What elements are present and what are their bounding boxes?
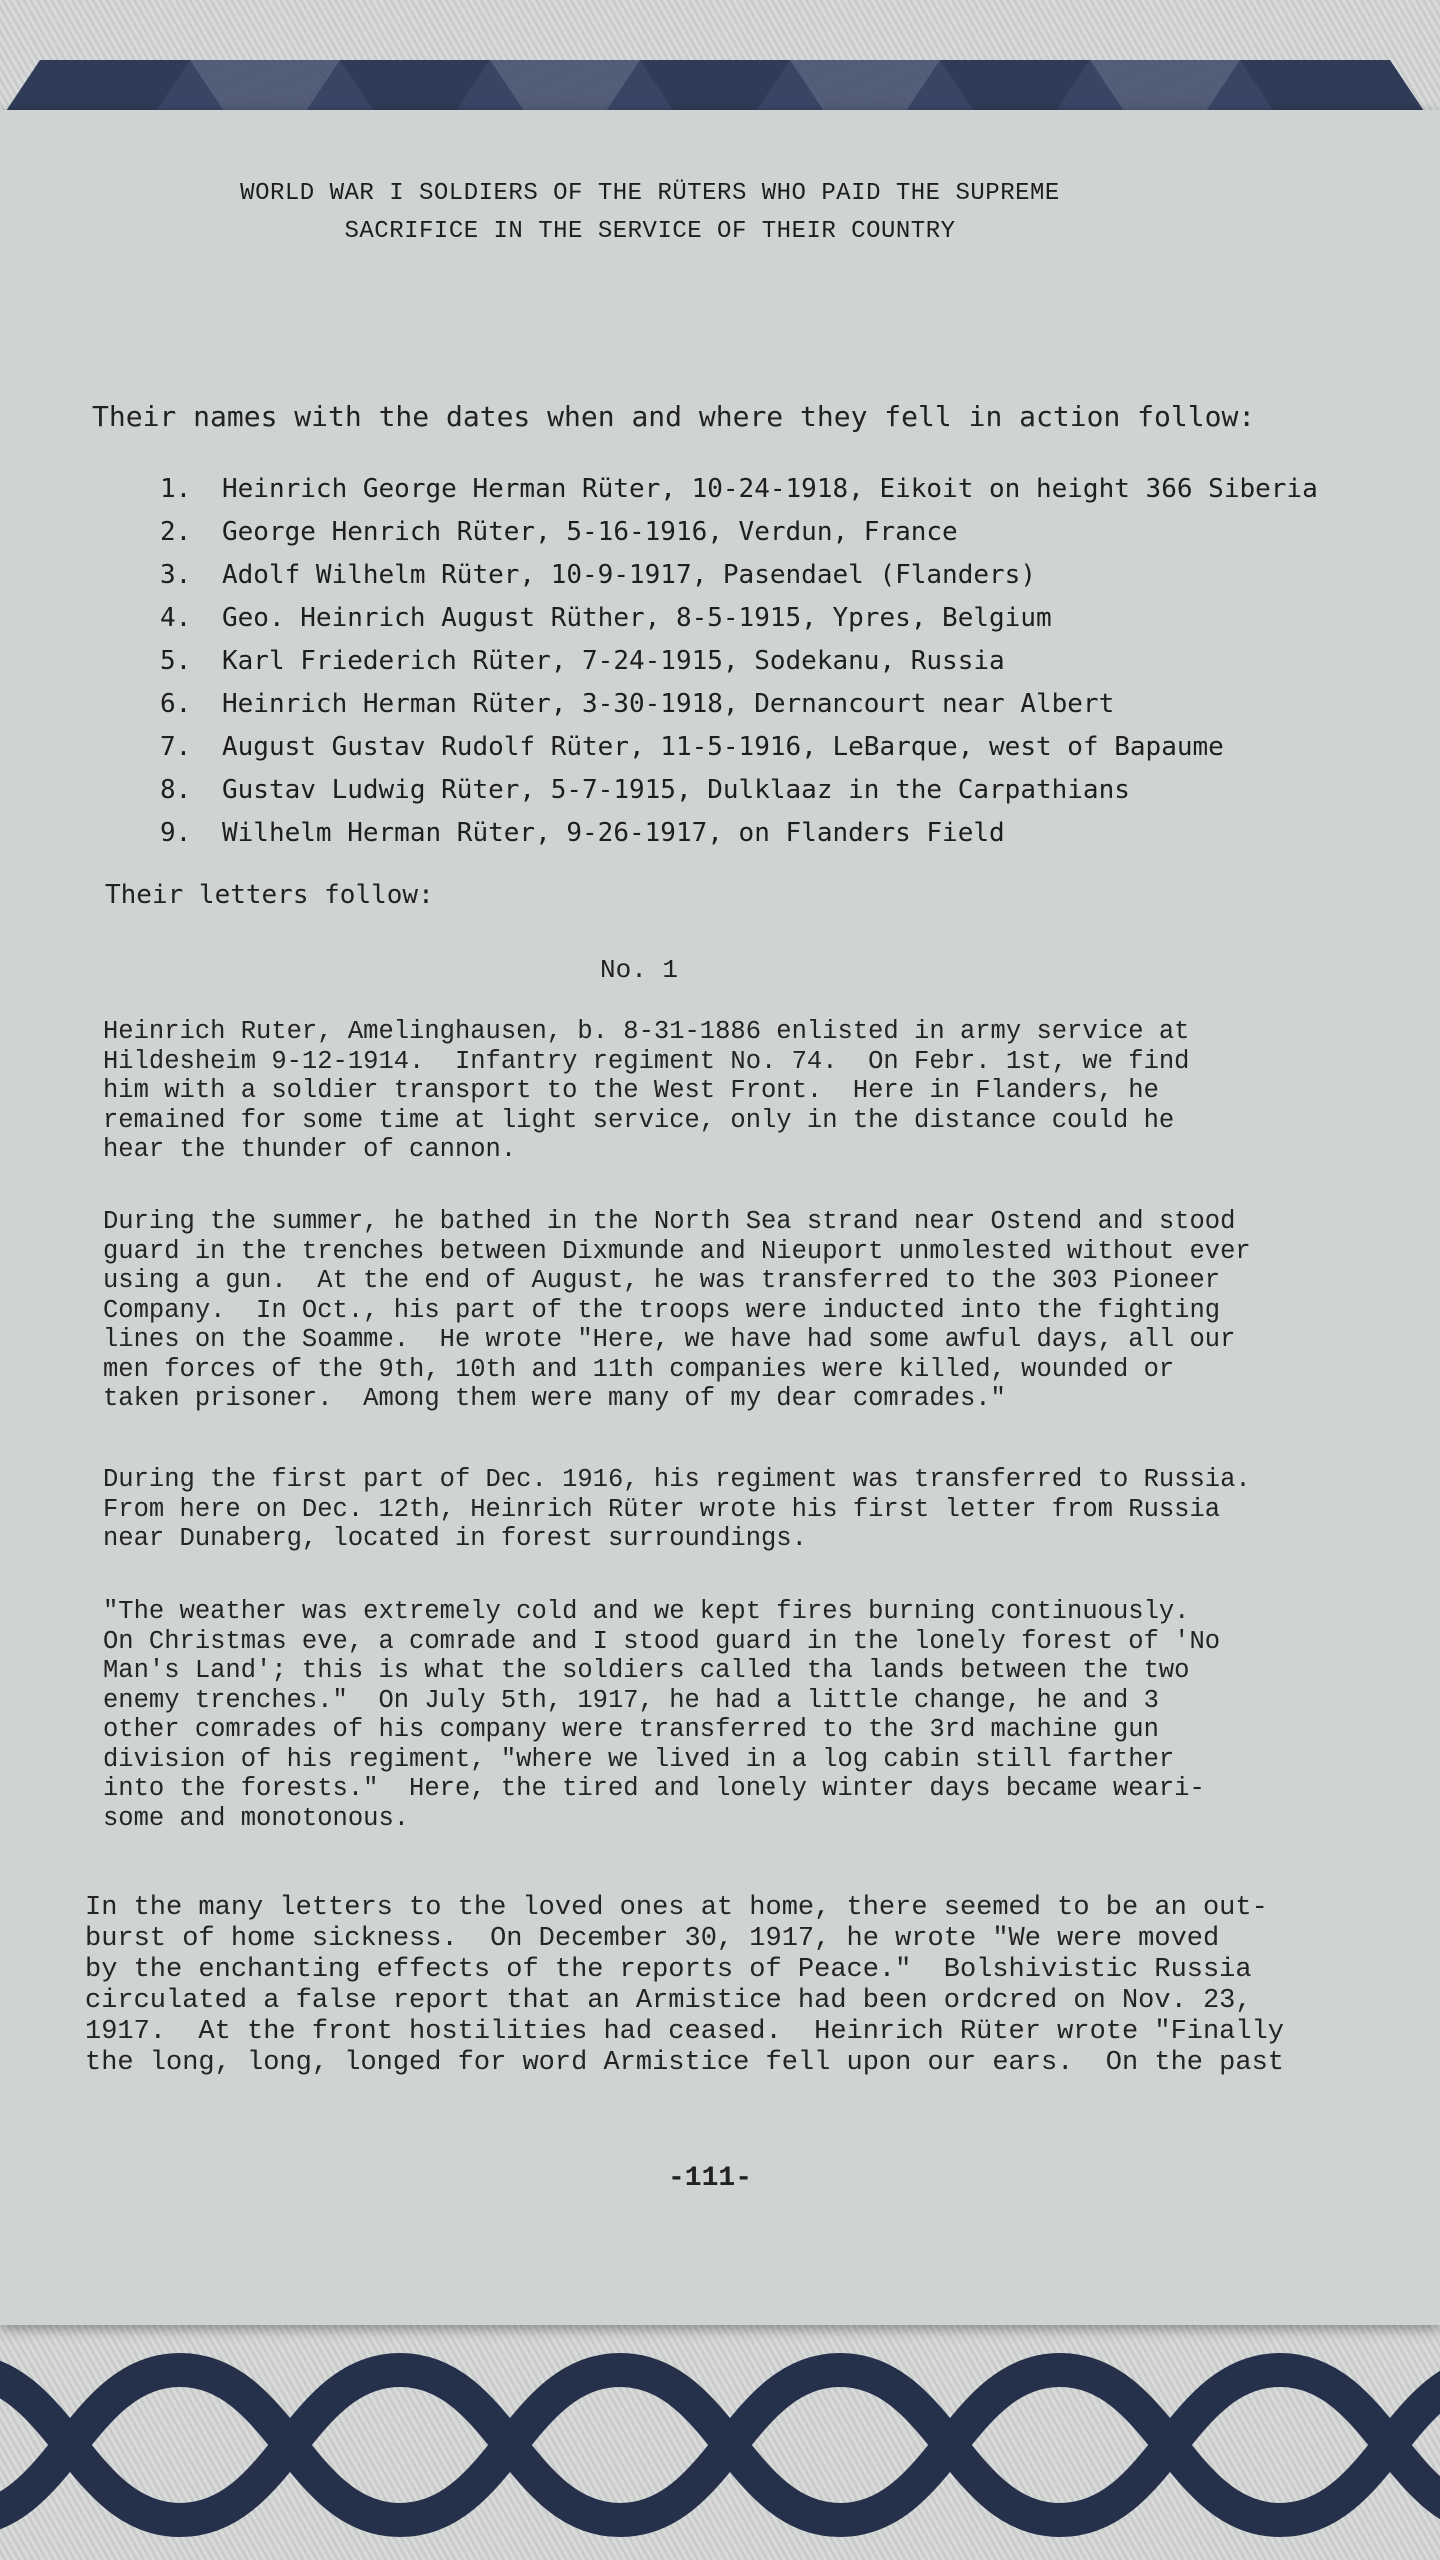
list-item-number: 8. [160,775,192,805]
list-item-number: 4. [160,603,192,633]
paragraph-1: Heinrich Ruter, Amelinghausen, b. 8-31-1886 enlisted in army service at Hildesheim 9-12-1914. Infantry regiment No. 74. On Febr. 1st, we find him with a soldier transport to the West Front. Here in Flanders, he remained for some time at light service, only in the distance could he hear the thunder of cannon. [103,1017,1190,1164]
list-item-text: Heinrich Herman Rüter, 3-30-1918, Dernancourt near Albert [222,689,1115,719]
list-item-text: Geo. Heinrich August Rüther, 8-5-1915, Ypres, Belgium [222,603,1052,633]
paragraph-5: In the many letters to the loved ones at home, there seemed to be an out- burst of home sickness. On December 30, 1917, he wrote "We were moved by the enchanting effects of the reports of Peace." Bolshivistic Russia circulated a false report that an Armistice had been ordcred on Nov. 23, 1917. At the front hostilities had ceased. Heinrich Rüter wrote "Finally the long, long, longed for word Armistice fell upon our ears. On the past [85,1893,1284,2078]
letters-follow-text: Their letters follow: [105,880,434,910]
paragraph-3: During the first part of Dec. 1916, his regiment was transferred to Russia. From here on Dec. 12th, Heinrich Rüter wrote his first letter from Russia near Dunaberg, located in forest surroundings. [103,1465,1251,1553]
paragraph-2: During the summer, he bathed in the North Sea strand near Ostend and stood guard in the trenches between Dixmunde and Nieuport unmolested without ever using a gun. At the end of August, he was transferred to the 303 Pioneer Company. In Oct., his part of the troops were inducted into the fighting lines on the Soamme. He wrote "Here, we have had some awful days, all our men forces of the 9th, 10th and 11th companies were killed, wounded or taken prisoner. Among them were many of my dear comrades." [103,1207,1251,1413]
list-item-text: George Henrich Rüter, 5-16-1916, Verdun, France [222,517,958,547]
fallen-soldiers-list [160,468,1380,855]
list-item [160,726,1380,769]
list-item-number: 2. [160,517,192,547]
document-title [150,175,1150,251]
section-heading: No. 1 [600,955,679,985]
list-item [160,468,1380,511]
list-item [160,812,1380,855]
list-item-number: 3. [160,560,192,590]
list-item-number: 1. [160,474,192,504]
list-item [160,511,1380,554]
list-item [160,597,1380,640]
list-item-number: 5. [160,646,192,676]
list-item-number: 9. [160,818,192,848]
title-line-2: SACRIFICE IN THE SERVICE OF THEIR COUNTRY [344,218,956,245]
list-item-text: Gustav Ludwig Rüter, 5-7-1915, Dulklaaz in the Carpathians [222,775,1130,805]
list-item [160,640,1380,683]
list-item [160,683,1380,726]
list-item [160,769,1380,812]
list-item-number: 7. [160,732,192,762]
list-item-text: Wilhelm Herman Rüter, 9-26-1917, on Flanders Field [222,818,1005,848]
list-item-number: 6. [160,689,192,719]
intro-text: Their names with the dates when and where they fell in action follow: [92,400,1256,433]
list-item-text: Karl Friederich Rüter, 7-24-1915, Sodekanu, Russia [222,646,1005,676]
fabric-band-bottom [0,2320,1440,2560]
list-item-text: Adolf Wilhelm Rüter, 10-9-1917, Pasendael (Flanders) [222,560,1036,590]
list-item [160,554,1380,597]
list-item-text: Heinrich George Herman Rüter, 10-24-1918, Eikoit on height 366 Siberia [222,474,1318,504]
woven-pattern-bottom [0,2330,1440,2560]
paragraph-4: "The weather was extremely cold and we kept fires burning continuously. On Christmas eve, a comrade and I stood guard in the lonely forest of 'No Man's Land'; this is what the soldiers called tha lands between the two enemy trenches." On July 5th, 1917, he had a little change, he and 3 other comrades of his company were transferred to the 3rd machine gun division of his regiment, "where we lived in a log cabin still farther into the forests." Here, the tired and lonely winter days became weari- some and monotonous. [103,1597,1221,1833]
title-line-1: WORLD WAR I SOLDIERS OF THE RÜTERS WHO PAID THE SUPREME [240,180,1060,207]
page-number: -111- [668,2163,753,2194]
list-item-text: August Gustav Rudolf Rüter, 11-5-1916, LeBarque, west of Bapaume [222,732,1224,762]
